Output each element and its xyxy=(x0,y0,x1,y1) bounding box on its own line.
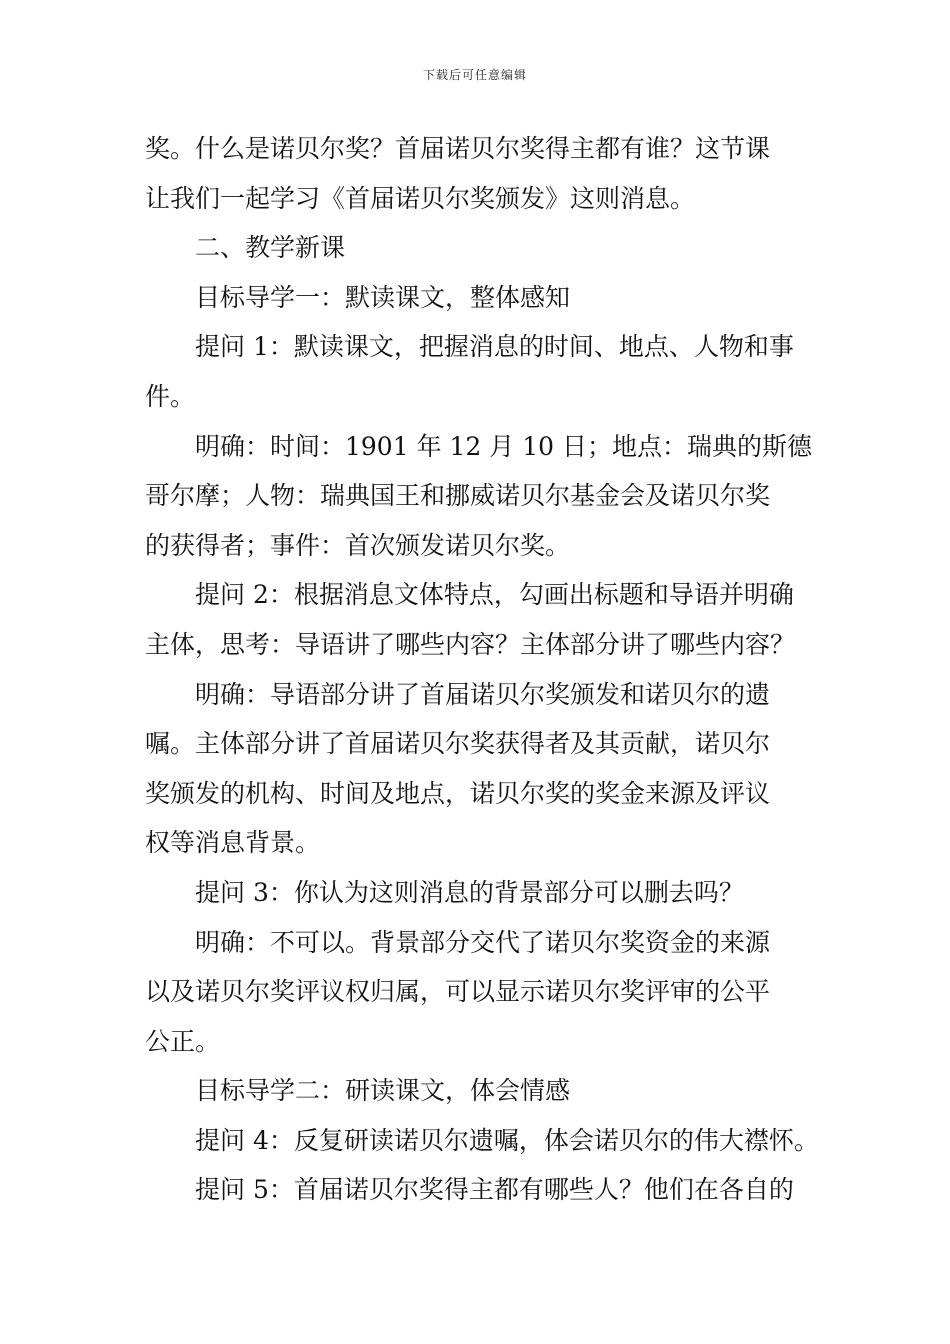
text-line: 目标导学一：默读课文，整体感知 xyxy=(195,282,571,312)
text-line: 让我们一起学习《首届诺贝尔奖颁发》这则消息。 xyxy=(145,183,696,213)
document-body xyxy=(145,124,819,1215)
text-line: 提问 3：你认为这则消息的背景部分可以删去吗？ xyxy=(195,877,744,907)
text-line: 目标导学二：研读课文，体会情感 xyxy=(195,1076,571,1106)
text-line: 的获得者；事件：首次颁发诺贝尔奖。 xyxy=(145,530,571,560)
text-line: 提问 2：根据消息文体特点，勾画出标题和导语并明确 xyxy=(195,580,794,610)
page-header: 下载后可任意编辑 xyxy=(422,68,527,82)
text-line: 以及诺贝尔奖评议权归属，可以显示诺贝尔奖评审的公平 xyxy=(145,977,771,1007)
text-line: 件。 xyxy=(145,381,196,411)
text-line: 奖颁发的机构、时间及地点，诺贝尔奖的奖金来源及评议 xyxy=(145,778,771,808)
text-line: 主体，思考：导语讲了哪些内容？主体部分讲了哪些内容？ xyxy=(145,629,796,659)
text-line: 明确：时间：1901 年 12 月 10 日；地点：瑞典的斯德 xyxy=(195,431,812,461)
text-line: 奖。什么是诺贝尔奖？首届诺贝尔奖得主都有谁？这节课 xyxy=(145,134,771,163)
text-line: 明确：不可以。背景部分交代了诺贝尔奖资金的来源 xyxy=(195,927,771,957)
text-line: 嘱。主体部分讲了首届诺贝尔奖获得者及其贡献，诺贝尔 xyxy=(145,729,771,759)
text-line: 提问 4：反复研读诺贝尔遗嘱，体会诺贝尔的伟大襟怀。 xyxy=(195,1125,819,1155)
text-line: 提问 1：默读课文，把握消息的时间、地点、人物和事 xyxy=(195,332,794,362)
text-line: 明确：导语部分讲了首届诺贝尔奖颁发和诺贝尔的遗 xyxy=(195,679,771,709)
text-line: 提问 5：首届诺贝尔奖得主都有哪些人？他们在各自的 xyxy=(195,1175,794,1205)
text-line: 二、教学新课 xyxy=(195,233,346,263)
text-line: 哥尔摩；人物：瑞典国王和挪威诺贝尔基金会及诺贝尔奖 xyxy=(145,481,771,511)
text-line: 公正。 xyxy=(145,1026,221,1056)
text-line: 权等消息背景。 xyxy=(145,828,321,858)
